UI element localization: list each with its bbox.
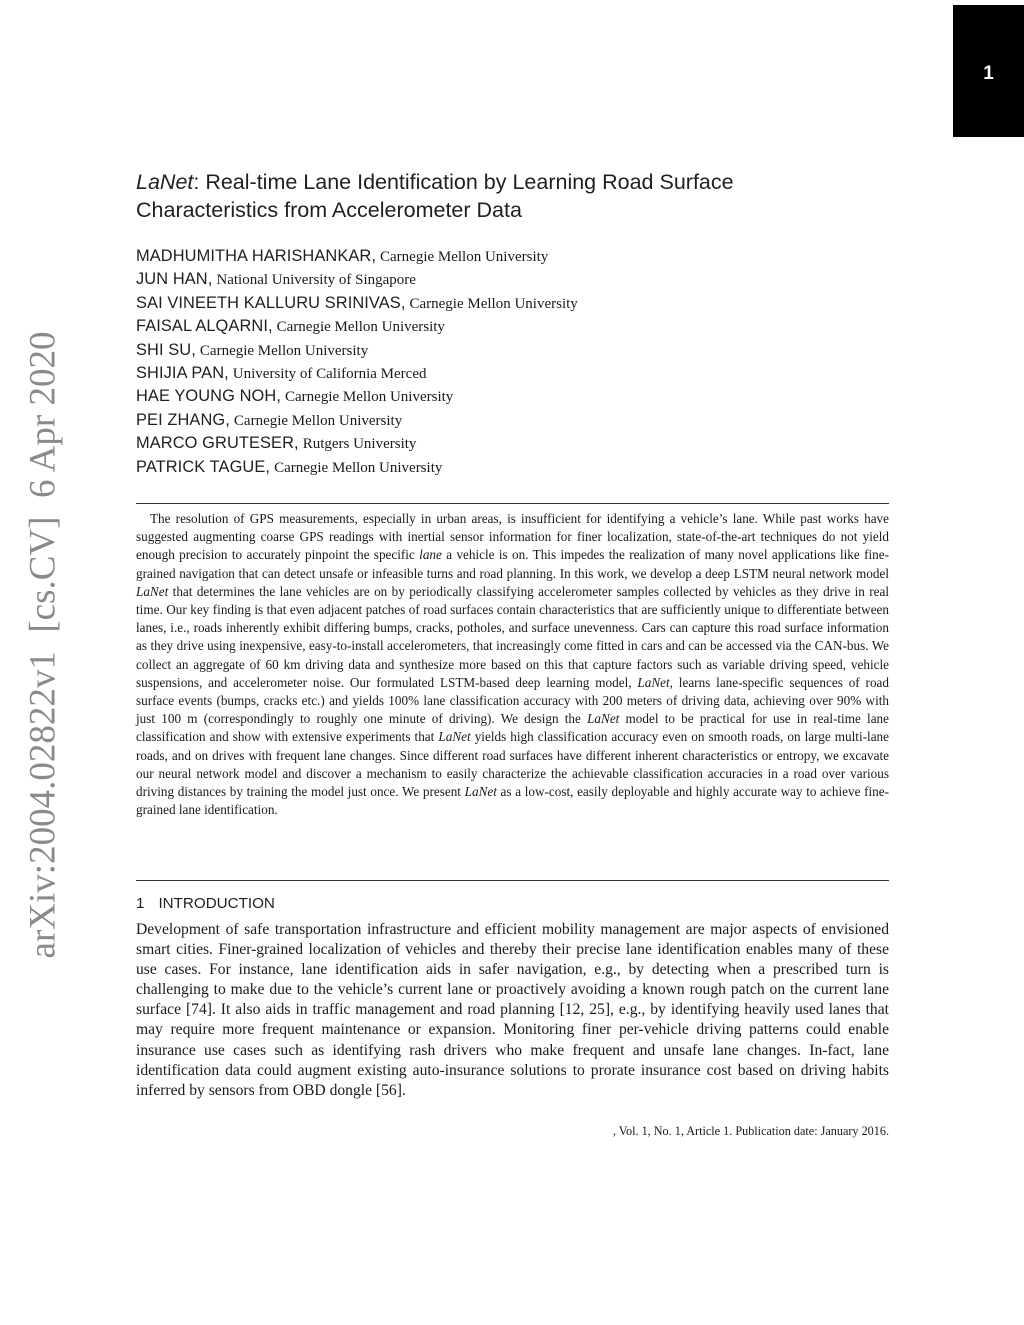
- author-affiliation: University of California Merced: [232, 365, 427, 382]
- author-item: [136, 339, 896, 362]
- author-affiliation: Carnegie Mellon University: [199, 342, 369, 359]
- author-item: [136, 409, 896, 432]
- author-affiliation: National University of Singapore: [216, 272, 416, 289]
- author-name: SAI VINEETH KALLURU SRINIVAS,: [136, 293, 406, 312]
- page-number: 1: [983, 63, 994, 84]
- author-name: MARCO GRUTESER,: [136, 434, 299, 453]
- author-item: [136, 268, 896, 291]
- author-name: JUN HAN,: [136, 270, 213, 289]
- author-name: SHIJIA PAN,: [136, 363, 229, 382]
- title-line1: : Real-time Lane Identification by Learning Road Surface: [193, 170, 734, 194]
- author-list: [136, 245, 896, 479]
- author-item: [136, 292, 896, 315]
- author-item: [136, 362, 896, 385]
- section-title: INTRODUCTION: [158, 895, 275, 912]
- abstract-top-rule: [136, 503, 889, 504]
- abstract-text: The resolution of GPS measurements, especially in urban areas, is insufficient for identifying a vehicle’s lane. While past works have suggested augmenting coarse GPS readings with inertial sensor information for finer localization, state-of-the-art techniques do not yield enough precision to accurately pinpoint the specific: [136, 511, 889, 563]
- author-affiliation: Carnegie Mellon University: [233, 412, 403, 429]
- author-name: HAE YOUNG NOH,: [136, 387, 281, 406]
- abstract-text: model to be practical for use in real-time lane classification and show with extensive experiments that: [136, 711, 889, 745]
- abstract: [136, 510, 889, 819]
- author-item: [136, 245, 896, 268]
- author-name: PEI ZHANG,: [136, 410, 230, 429]
- author-item: [136, 456, 896, 479]
- author-name: SHI SU,: [136, 340, 196, 359]
- abstract-text: as a low-cost, easily deployable and highly accurate way to achieve fine-grained lane identification.: [136, 784, 890, 818]
- section-heading: [136, 893, 275, 915]
- abstract-text: a vehicle is on. This impedes the realization of many novel applications like fine-grained navigation that can detect unsafe or infeasible turns and road planning. In this work, we develop a deep LSTM neural network model: [136, 547, 889, 581]
- abstract-emphasis: LaNet: [464, 784, 497, 800]
- author-affiliation: Rutgers University: [302, 436, 417, 453]
- author-item: [136, 432, 896, 455]
- abstract-text: that determines the lane vehicles are on by periodically classifying accelerometer samples collected by vehicles as they drive in real time. Our key finding is that even adjacent patches of road surfaces contain characteristics that are sufficiently unique to differentiate between lanes, i.e., roads inherently exhibit differing bumps, cracks, potholes, and surface unevenness. Cars can capture this road surface information as they drive using inexpensive, easy-to-install accelerometers, that increasingly come fitted in cars and can be accessed via the CAN-bus. We collect an aggregate of 60 km driving data and synthesize more based on this that capture factors such as variable driving speed, vehicle suspensions, and accelerometer noise. Our formulated LSTM-based deep learning model,: [136, 583, 889, 690]
- abstract-emphasis: LaNet: [438, 729, 471, 745]
- author-affiliation: Carnegie Mellon University: [409, 295, 578, 312]
- author-affiliation: Carnegie Mellon University: [285, 389, 454, 406]
- abstract-text: , learns lane-specific sequences of road surface events (bumps, cracks etc.) and yields 100% lane classification accuracy with 200 meters of driving data, achieving over 90% with just 100 m (correspondingly to roughly one minute of driving). We design the: [136, 674, 889, 727]
- title-italic: LaNet: [136, 170, 194, 194]
- paper-title: [136, 168, 896, 224]
- author-name: MADHUMITHA HARISHANKAR,: [136, 247, 376, 265]
- publication-footer: , Vol. 1, No. 1, Article 1. Publication date: January 2016.: [612, 1124, 889, 1138]
- author-affiliation: Carnegie Mellon University: [380, 249, 549, 265]
- author-name: PATRICK TAGUE,: [136, 457, 271, 476]
- abstract-emphasis: lane: [419, 547, 442, 563]
- title-line2: Characteristics from Accelerometer Data: [136, 198, 522, 222]
- author-affiliation: Carnegie Mellon University: [274, 459, 443, 476]
- section-number: 1: [136, 895, 145, 912]
- page-number-tab: [953, 5, 1024, 137]
- abstract-emphasis: LaNet: [637, 674, 670, 690]
- author-item: [136, 385, 896, 408]
- abstract-text: yields high classification accuracy even on smooth roads, on large multi-lane roads, and on drives with frequent lane changes. Since different road surfaces have different inherent characteristics or entropy, we excavate our neural network model and discover a mechanism to easily characterize the achievable classification accuracies in a road over various driving distances by training the model just once. We present: [136, 729, 889, 800]
- abstract-bottom-rule: [136, 880, 889, 881]
- author-name: FAISAL ALQARNI,: [136, 317, 273, 336]
- intro-paragraph: Development of safe transportation infrastructure and efficient mobility management are major aspects of envisioned smart cities. Finer-grained localization of vehicles and thereby their precise lane identification enables many of these use cases. For instance, lane identification aids in safer navigation, e.g., by detecting when a prescribed turn is challenging to make due to the vehicle’s current lane or proactively avoiding a known rough patch on the current lane surface [74]. It also aids in traffic management and road planning [12, 25], e.g., by identifying heavily used lanes that may require more frequent maintenance or expansion. Monitoring finer per-vehicle driving patterns could enable insurance use cases such as identifying rash drivers who make frequent and unsafe lane changes. In-fact, lane identification data could augment existing auto-insurance solutions to prorate insurance cost based on driving habits inferred by sensors from OBD dongle [56].: [136, 921, 889, 1099]
- abstract-emphasis: LaNet: [587, 711, 620, 727]
- author-affiliation: Carnegie Mellon University: [276, 319, 445, 336]
- arxiv-stamp: arXiv:2004.02822v1 [cs.CV] 6 Apr 2020: [22, 331, 64, 959]
- author-item: [136, 315, 896, 338]
- abstract-emphasis: LaNet: [136, 583, 169, 599]
